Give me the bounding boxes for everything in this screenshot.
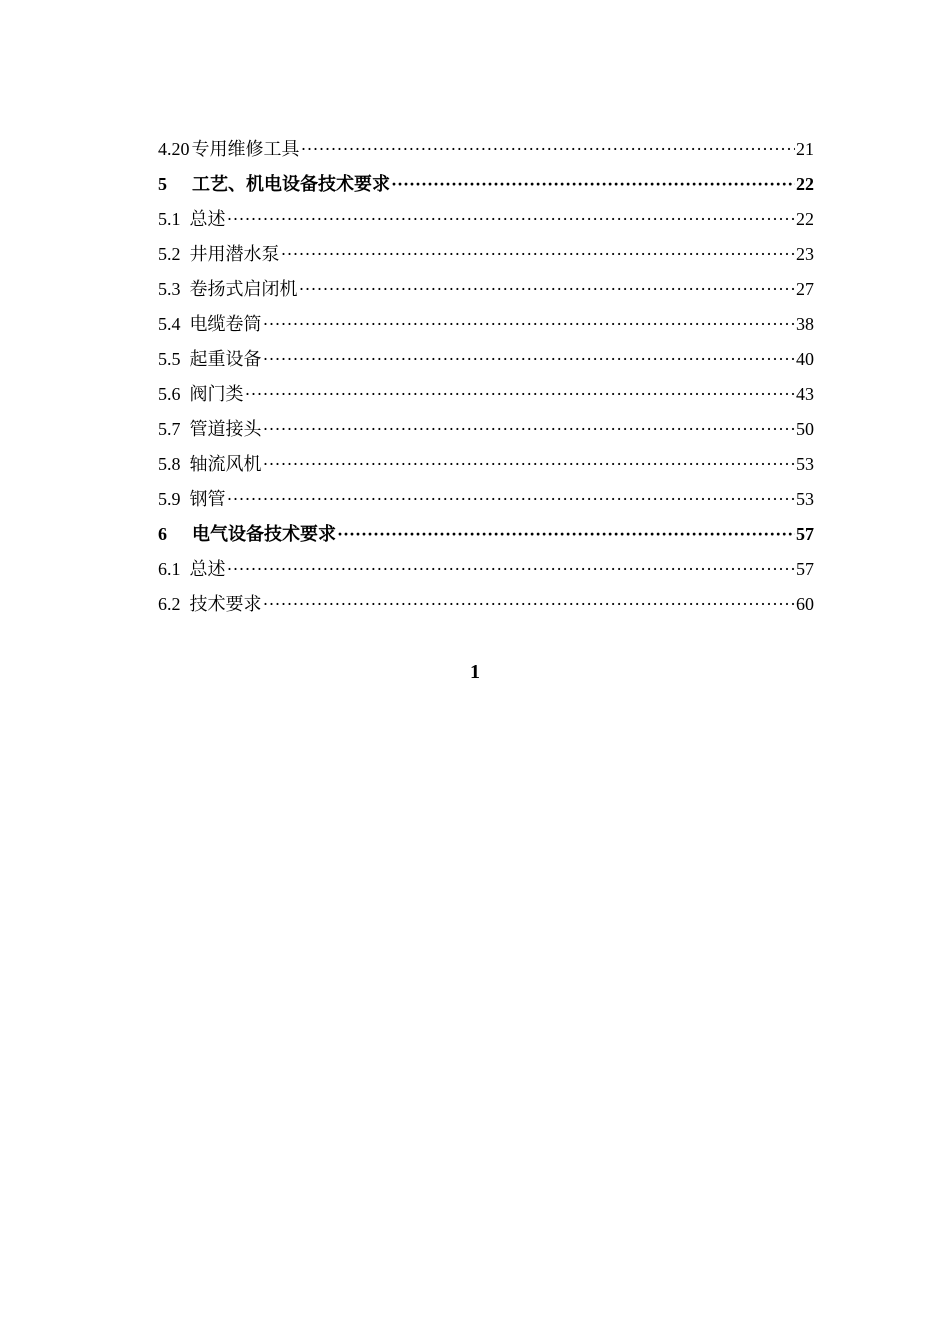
toc-dot-leader [263, 589, 796, 619]
toc-entry-title: 电缆卷筒 [189, 314, 262, 334]
toc-entry-page: 27 [796, 279, 814, 299]
toc-entry-page: 50 [796, 419, 814, 439]
toc-entry[interactable] [158, 274, 814, 309]
toc-entry-title: 电气设备技术要求 [192, 524, 336, 544]
toc-dot-leader [263, 414, 796, 444]
toc-dot-leader [301, 134, 796, 164]
toc-entry-title: 技术要求 [189, 594, 262, 614]
toc-entry-page: 21 [796, 139, 814, 159]
toc-dot-leader [299, 274, 796, 304]
toc-entry-page: 40 [796, 349, 814, 369]
toc-entry-title: 管道接头 [189, 419, 262, 439]
toc-entry-number: 4.20 [158, 139, 190, 159]
toc-entry-number: 5.3 [158, 279, 181, 299]
toc-entry-number: 5.2 [158, 244, 181, 264]
toc-entry[interactable] [158, 554, 814, 589]
toc-entry[interactable] [158, 414, 814, 449]
toc-dot-leader [227, 484, 796, 514]
toc-entry-number: 5.9 [158, 489, 181, 509]
toc-dot-leader [337, 519, 795, 549]
toc-entry-title: 总述 [189, 209, 226, 229]
page-number: 1 [470, 661, 480, 683]
toc-entry-number: 6.2 [158, 594, 181, 614]
toc-dot-leader [263, 344, 796, 374]
toc-entry-number: 5.1 [158, 209, 181, 229]
toc-entry-number: 5.4 [158, 314, 181, 334]
toc-dot-leader [281, 239, 796, 269]
toc-entry-number: 6 [158, 524, 167, 544]
toc-entry-page: 53 [796, 454, 814, 474]
toc-entry-title: 总述 [189, 559, 226, 579]
toc-entry-title: 专用维修工具 [191, 139, 300, 159]
toc-entry-page: 53 [796, 489, 814, 509]
toc-entry-number: 5.6 [158, 384, 181, 404]
toc-entry-title: 井用潜水泵 [189, 244, 280, 264]
toc-entry[interactable] [158, 484, 814, 519]
toc-dot-leader [391, 169, 795, 199]
toc-entry-number: 5 [158, 174, 167, 194]
toc-entry[interactable] [158, 204, 814, 239]
toc-entry[interactable] [158, 449, 814, 484]
toc-entry-page: 60 [796, 594, 814, 614]
toc-entry-title: 起重设备 [189, 349, 262, 369]
toc-entry-page: 22 [796, 209, 814, 229]
toc-entry[interactable] [158, 589, 814, 624]
toc-dot-leader [263, 309, 796, 339]
toc-entry-title: 钢管 [189, 489, 226, 509]
toc-entry-number: 5.5 [158, 349, 181, 369]
toc-entry-title: 阀门类 [189, 384, 244, 404]
toc-entry-page: 23 [796, 244, 814, 264]
toc-entry[interactable] [158, 379, 814, 414]
toc-entry[interactable] [158, 519, 814, 554]
toc-entry-page: 38 [796, 314, 814, 334]
toc-entry-page: 43 [796, 384, 814, 404]
toc-dot-leader [227, 554, 796, 584]
toc-entry-title: 工艺、机电设备技术要求 [192, 174, 390, 194]
toc-entry[interactable] [158, 134, 814, 169]
toc-entry[interactable] [158, 169, 814, 204]
table-of-contents [158, 134, 814, 624]
toc-entry-number: 6.1 [158, 559, 181, 579]
toc-dot-leader [245, 379, 796, 409]
toc-entry-page: 57 [796, 559, 814, 579]
toc-dot-leader [227, 204, 796, 234]
toc-entry[interactable] [158, 309, 814, 344]
toc-entry-page: 57 [796, 524, 814, 544]
toc-entry-page: 22 [796, 174, 814, 194]
toc-entry-number: 5.8 [158, 454, 181, 474]
toc-entry[interactable] [158, 239, 814, 274]
toc-entry-title: 轴流风机 [189, 454, 262, 474]
toc-entry-number: 5.7 [158, 419, 181, 439]
toc-dot-leader [263, 449, 796, 479]
toc-entry[interactable] [158, 344, 814, 379]
toc-entry-title: 卷扬式启闭机 [189, 279, 298, 299]
